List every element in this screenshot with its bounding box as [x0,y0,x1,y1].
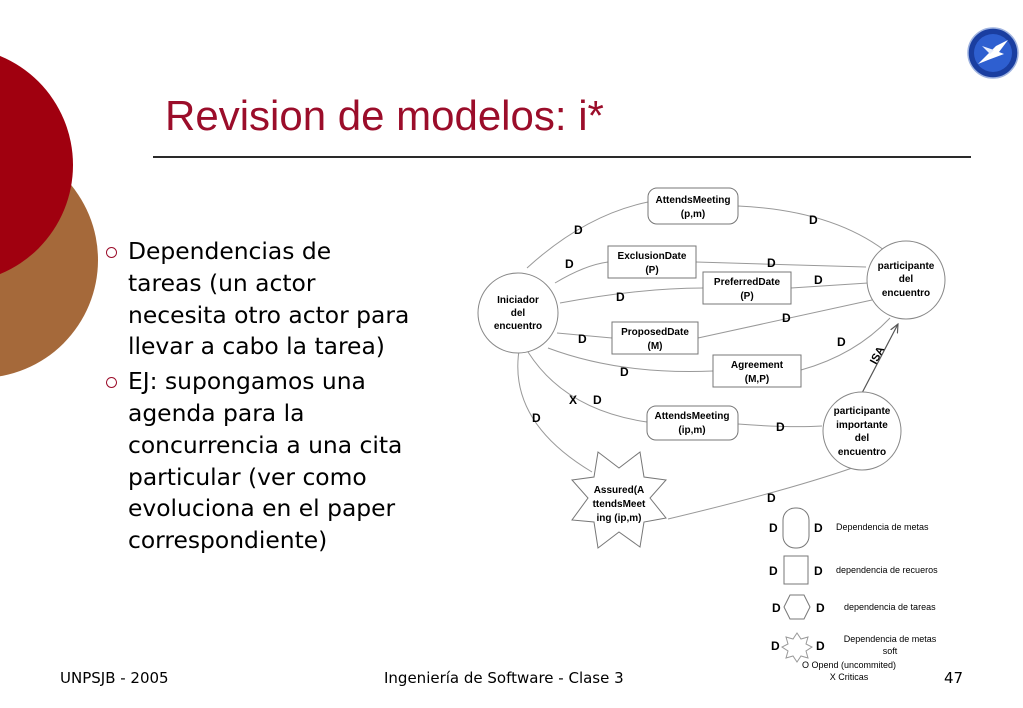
goal-attends-ipm [647,406,738,440]
footer-left: UNPSJB - 2005 [60,669,169,687]
legend-d-label: D [772,601,781,615]
d-label: D [782,311,791,325]
page-title: Revision de modelos: i* [165,92,604,139]
link-iniciador-preferred [560,288,703,303]
resource-exclusion-line: (P) [645,265,659,276]
resource-exclusion-line: ExclusionDate [617,251,687,262]
legend-d-label: D [816,601,825,615]
actor-importante-line: participante [833,406,891,417]
legend-soft-text: soft [882,646,898,656]
resource-exclusion [608,246,696,278]
d-label: D [574,223,583,237]
legend-goal-icon [783,508,809,548]
softgoal-assured-line: ttendsMeet [592,499,646,510]
link-assured-importante [668,467,855,519]
d-label: D [809,213,818,227]
legend-tareas-text: dependencia de tareas [844,602,936,612]
resource-proposed [612,322,698,354]
resource-agreement-line: (M,P) [744,374,770,385]
d-label: D [565,257,574,271]
actor-participante-line: encuentro [881,288,931,299]
d-label: D [616,290,625,304]
goal-attends-pm [648,188,738,224]
legend-metas-text: Dependencia de metas [836,522,929,532]
legend-softgoal-icon [782,633,812,662]
resource-proposed-line: ProposedDate [621,327,689,338]
resource-proposed-line: (M) [647,341,663,352]
goal-attends-pm-line: AttendsMeeting [655,195,731,206]
softgoal-assured [572,452,666,548]
d-label: D [767,256,776,270]
legend-d-label: D [769,564,778,578]
actor-participante-line: del [898,274,914,285]
legend-resource-icon [784,556,808,584]
legend-d-label: D [814,564,823,578]
goal-attends-ipm-line: (ip,m) [678,425,706,436]
legend [769,508,938,682]
actor-participante-line: participante [877,261,935,272]
footer-center: Ingeniería de Software - Clase 3 [384,669,624,687]
softgoal-assured-line: Assured(A [593,485,645,496]
actor-importante-line: encuentro [837,447,887,458]
d-label: D [578,332,587,346]
bullet-text: EJ: supongamos una agenda para la concurrencia a una cita particular (ver como evoluciona en el paper correspondiente) [128,367,403,555]
d-label: D [532,411,541,425]
actor-iniciador-line: del [510,308,526,319]
d-label: D [767,491,776,505]
d-label: D [620,365,629,379]
d-label: D [776,420,785,434]
actor-iniciador-line: Iniciador [497,295,539,306]
legend-note-text: X Criticas [829,672,869,682]
legend-d-label: D [814,521,823,535]
page-number: 47 [944,669,964,687]
legend-d-label: D [771,639,780,653]
actor-participante [867,241,945,319]
isa-label: ISA [868,344,888,367]
actor-importante-line: del [854,433,870,444]
bullet-text: Dependencias de tareas (un actor necesita otro actor para llevar a cabo la tarea) [128,237,410,361]
resource-agreement-line: Agreement [730,360,784,371]
legend-recursos-text: dependencia de recueros [836,565,938,575]
softgoal-assured-line: ing (ip,m) [596,513,642,524]
legend-task-icon [784,595,810,619]
resource-preferred-line: (P) [740,291,754,302]
legend-d-label: D [769,521,778,535]
resource-agreement [713,355,801,387]
link-iniciador-attends-ipm [528,352,647,422]
actor-iniciador [478,273,558,353]
legend-d-label: D [816,639,825,653]
link-iniciador-assured [518,345,592,472]
actor-importante-line: importante [836,420,888,431]
actor-iniciador-line: encuentro [493,321,543,332]
d-label: D [814,273,823,287]
d-label: D [837,335,846,349]
resource-preferred-line: PreferredDate [713,277,781,288]
goal-attends-pm-line: (p,m) [680,209,706,220]
legend-soft-text: Dependencia de metas [843,634,937,644]
link-preferred-participante [791,283,868,288]
link-exclusion-participante [696,262,866,267]
actor-importante [823,392,901,470]
resource-preferred [703,272,791,304]
x-label: X [569,393,578,407]
link-iniciador-exclusion [555,262,608,283]
legend-note-text: O Opend (uncommited) [801,660,897,670]
d-label: D [593,393,602,407]
goal-attends-ipm-line: AttendsMeeting [654,411,730,422]
